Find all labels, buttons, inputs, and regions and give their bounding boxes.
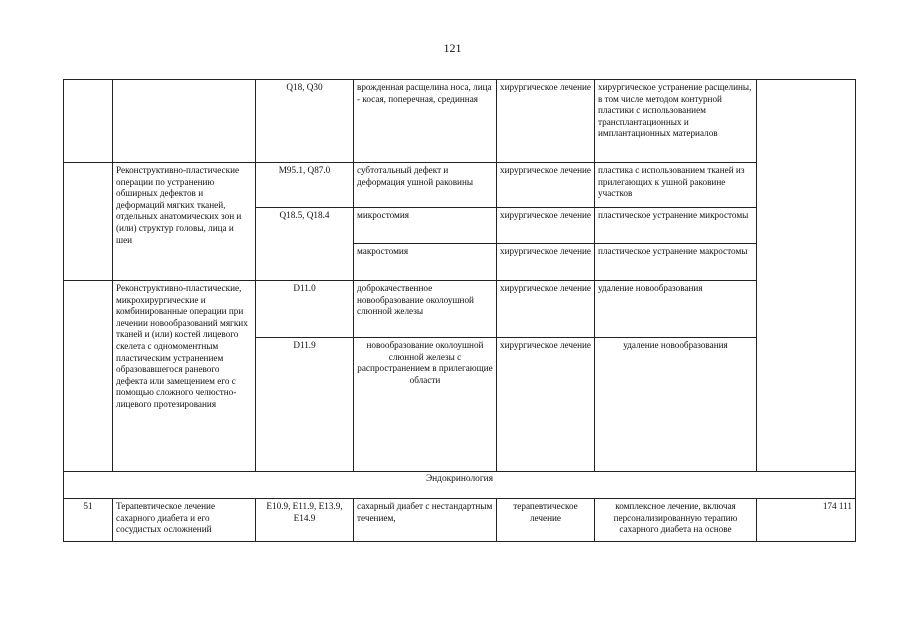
cell-number — [64, 163, 113, 281]
cell-diagnosis: макростомия — [354, 244, 497, 281]
cell-intervention: Терапевтическое лечение сахарного диабета и его сосудистых осложнений — [113, 499, 256, 542]
cell-intervention: Реконструктивно-пластические, микрохирургические и комбинированные операции при лечении новообразований мягких тканей и (или) костей лицевого скелета с одномоментным пластическим устранением образовавшегося раневого дефекта или замещением его с помощью сложного челюстно-лицевого протезирования — [113, 281, 256, 472]
cell-method: пластическое устранение микростомы — [595, 208, 757, 244]
cell-treatment-type: терапевтическое лечение — [497, 499, 595, 542]
cell-number: 51 — [64, 499, 113, 542]
cell-diagnosis: сахарный диабет с нестандартным течением, — [354, 499, 497, 542]
cell-codes: E10.9, E11.9, E13.9, E14.9 — [256, 499, 354, 542]
table-row — [64, 499, 856, 542]
section-title: Эндокринология — [64, 472, 856, 499]
cell-method: пластика с использованием тканей из прилегающих к ушной раковине участков — [595, 163, 757, 208]
table-row — [64, 281, 856, 338]
cell-diagnosis: микростомия — [354, 208, 497, 244]
cell-codes: M95.1, Q87.0 — [256, 163, 354, 208]
cell-treatment-type: хирургическое лечение — [497, 80, 595, 163]
cell-method: комплексное лечение, включая персонализированную терапию сахарного диабета на основе — [595, 499, 757, 542]
cell-diagnosis: доброкачественное новообразование околоушной слюнной железы — [354, 281, 497, 338]
cell-intervention: Реконструктивно-пластические операции по устранению обширных дефектов и деформаций мягких тканей, отдельных анатомических зон и (или) структур головы, лица и шеи — [113, 163, 256, 281]
cell-treatment-type: хирургическое лечение — [497, 163, 595, 208]
cell-treatment-type: хирургическое лечение — [497, 338, 595, 472]
table-row — [64, 80, 856, 163]
cell-diagnosis: новообразование околоушной слюнной железы с распространением в прилегающие области — [354, 338, 497, 472]
cell-treatment-type: хирургическое лечение — [497, 208, 595, 244]
cell-treatment-type: хирургическое лечение — [497, 281, 595, 338]
cell-number — [64, 281, 113, 472]
cell-treatment-type: хирургическое лечение — [497, 244, 595, 281]
page-number: 121 — [443, 41, 462, 55]
cell-intervention — [113, 80, 256, 163]
cell-codes: D11.0 — [256, 281, 354, 338]
cell-diagnosis: субтотальный дефект и деформация ушной раковины — [354, 163, 497, 208]
cell-codes: D11.9 — [256, 338, 354, 472]
cell-method: удаление новообразования — [595, 338, 757, 472]
cell-codes: Q18.5, Q18.4 — [256, 208, 354, 281]
cell-codes: Q18, Q30 — [256, 80, 354, 163]
cell-number — [64, 80, 113, 163]
cell-method: удаление новообразования — [595, 281, 757, 338]
cell-cost: 174 111 — [757, 499, 856, 542]
medical-care-table — [63, 79, 856, 542]
cell-method: пластическое устранение макростомы — [595, 244, 757, 281]
cell-cost — [757, 80, 856, 472]
cell-diagnosis: врожденная расщелина носа, лица - косая, поперечная, срединная — [354, 80, 497, 163]
section-row — [64, 472, 856, 499]
cell-method: хирургическое устранение расщелины, в том числе методом контурной пластики с использованием трансплантационных и имплантационных материалов — [595, 80, 757, 163]
table-row — [64, 163, 856, 208]
